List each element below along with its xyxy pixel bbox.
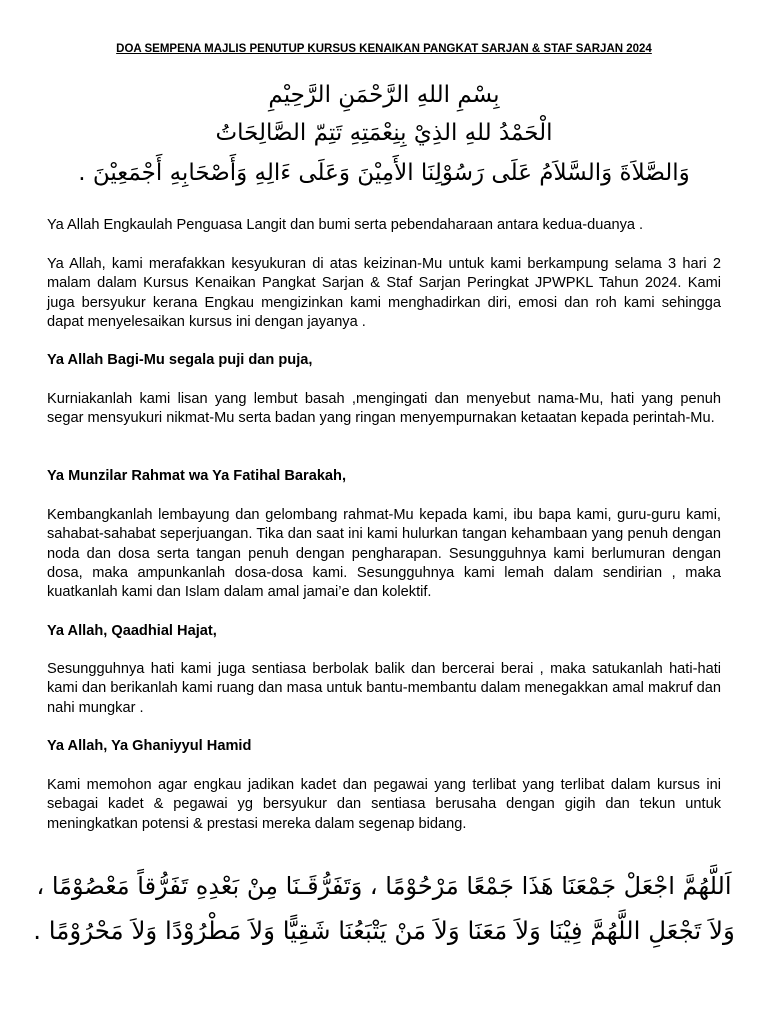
arabic-closing-line-1: اَللَّهُمَّ اجْعَلْ جَمْعَنَا هَذَا جَمْعًا مَرْحُوْمًا ، وَتَفَرُّقَـنَا مِنْ بَعْدِهِ تَفَرُّقاً مَعْصُوْمًا ، — [36, 872, 732, 900]
paragraph-mercy: Kembangkanlah lembayung dan gelombang rahmat-Mu kepada kami, ibu bapa kami, guru-guru kami, sahabat-sahabat seperjuangan. Tika dan saat ini kami hulurkan tangan kehambaan yang penuh dengan noda dan dosa serta tangan penuh dengan pengharapan. Sesungguhnya kami berlumuran dengan dosa, maka ampunkanlah dosa-dosa kami. Sesungguhnya kami lemah dalam sendirian , maka kuatkanlah kami dan Islam dalam amal jamai’e dan kolektif. — [47, 507, 721, 601]
arabic-closing-line-2: وَلاَ تَجْعَلِ اللَّهُمَّ فِيْنَا وَلاَ مَعَنَا وَلاَ مَنْ يَتْبَعُنَا شَقِيًّا وَلاَ مَطْرُوْدًا وَلاَ مَحْرُوْمًا . — [33, 916, 735, 945]
paragraph-tongue-heart: Kurniakanlah kami lisan yang lembut basah ,mengingati dan menyebut nama-Mu, hati yang penuh segar mensyukuri nikmat-Mu serta badan yang ringan menyempurnakan ketaatan kepada perintah-Mu. — [47, 391, 721, 427]
arabic-hamdalah: الْحَمْدُ للهِ الذِيْ بِنِعْمَتِهِ تَتِمّ الصَّالِحَاتُ — [215, 120, 553, 146]
arabic-salawat: وَالصَّلاَةَ وَالسَّلاَمُ عَلَى رَسُوْلِنَا الأَمِيْنَ وَعَلَى ءَالِهِ وَأَصْحَابِهِ أَجْمَعِيْنَ . — [78, 160, 690, 186]
heading-qaadhial-hajat: Ya Allah, Qaadhial Hajat, — [47, 623, 217, 639]
arabic-basmalah: بِسْمِ اللهِ الرَّحْمَنِ الرَّحِيْمِ — [268, 82, 500, 108]
paragraph-opening: Ya Allah Engkaulah Penguasa Langit dan bumi serta pebendaharaan antara kedua-duanya . — [47, 217, 644, 233]
paragraph-unite-hearts: Sesungguhnya hati kami juga sentiasa berbolak balik dan bercerai berai , maka satukanlah hati-hati kami dan berikanlah kami ruang dan masa untuk bantu-membantu dalam menegakkan amal makruf dan nahi mungkar . — [47, 661, 721, 716]
paragraph-petition: Kami memohon agar engkau jadikan kadet dan pegawai yang terlibat yang terlibat dalam kursus ini sebagai kadet & pegawai yg bersyukur dan sentiasa berusaha dengan gigih dan tekun untuk meningkatkan potensi & prestasi mereka dalam segenap bidang. — [47, 777, 721, 832]
heading-ghaniyyul-hamid: Ya Allah, Ya Ghaniyyul Hamid — [47, 738, 252, 754]
document-title: DOA SEMPENA MAJLIS PENUTUP KURSUS KENAIKAN PANGKAT SARJAN & STAF SARJAN 2024 — [116, 43, 652, 55]
heading-munzilar-rahmat: Ya Munzilar Rahmat wa Ya Fatihal Barakah, — [47, 468, 347, 484]
paragraph-gratitude: Ya Allah, kami merafakkan kesyukuran di atas keizinan-Mu untuk kami berkampung selama 3 hari 2 malam dalam Kursus Kenaikan Pangkat Sarjan & Staf Sarjan Peringkat JPWPKL Tahun 2024. Kami juga bersyukur kerana Engkau mengizinkan kami menghadirkan diri, emosi dan roh kami sehingga dapat menyelesaikan kursus ini dengan jayanya . — [47, 256, 721, 330]
heading-praise: Ya Allah Bagi-Mu segala puji dan puja, — [47, 352, 313, 368]
